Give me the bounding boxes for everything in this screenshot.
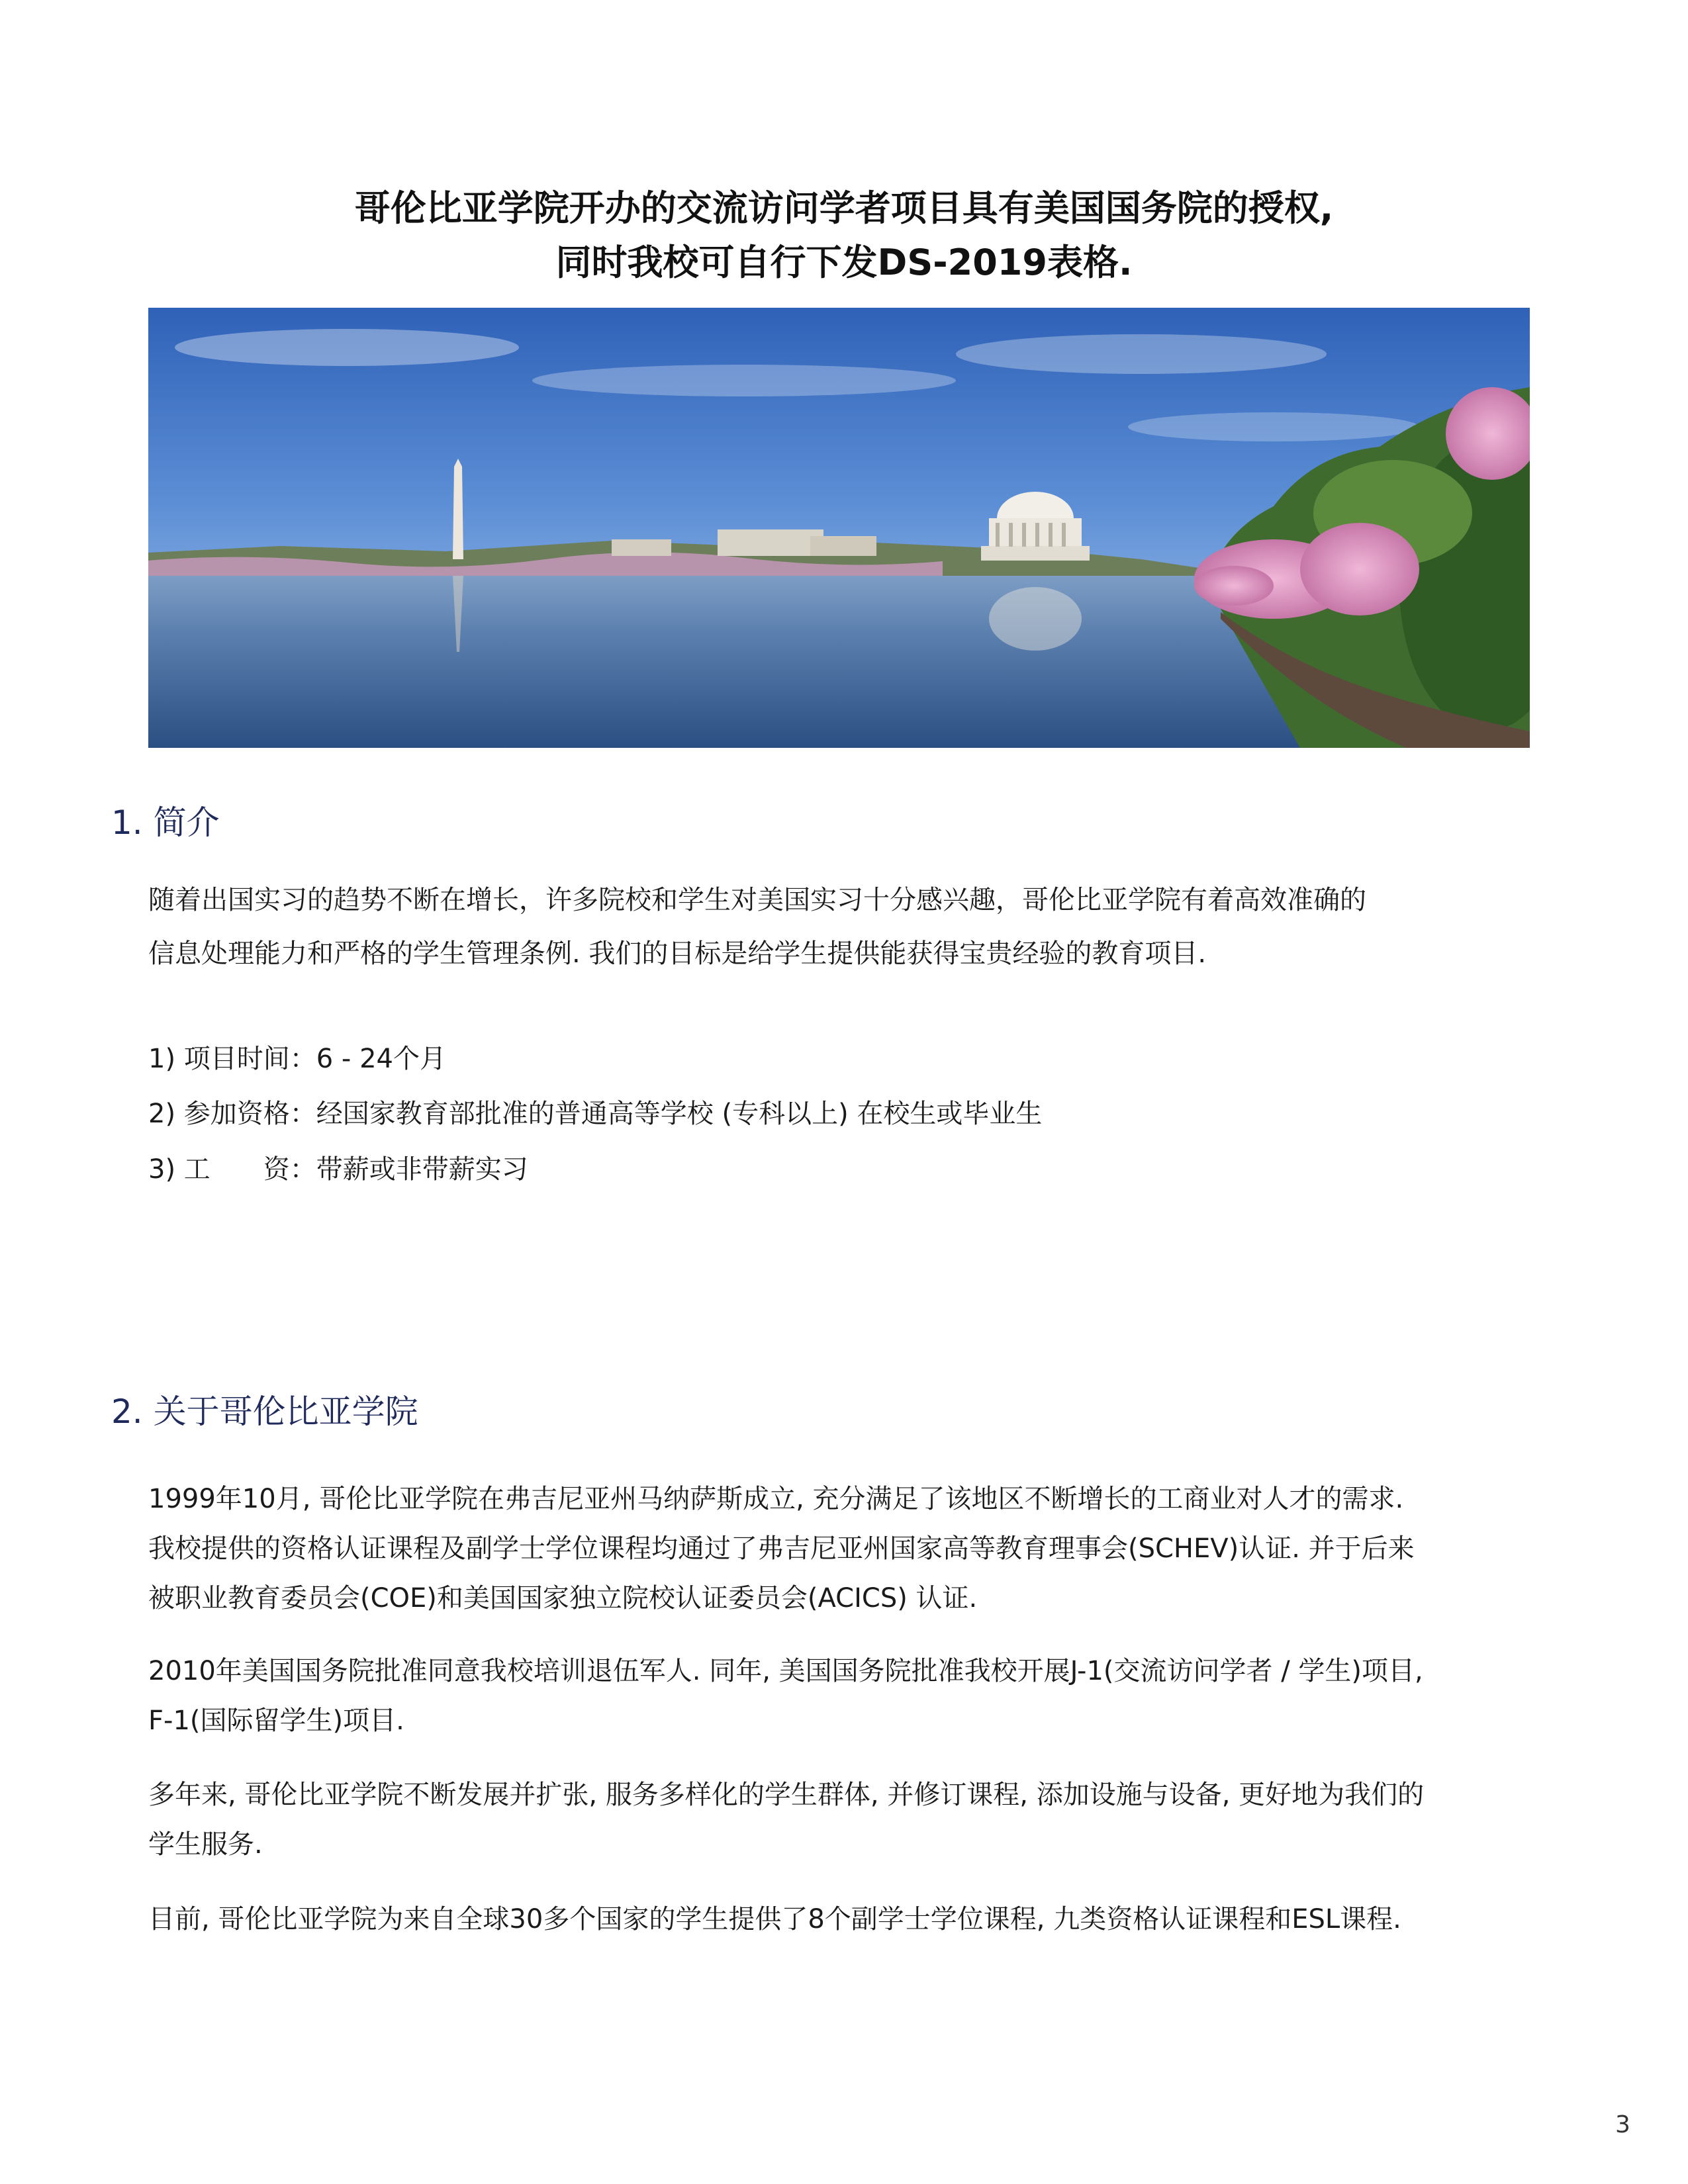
paragraph-line: 被职业教育委员会(COE)和美国国家独立院校认证委员会(ACICS) 认证. bbox=[148, 1583, 978, 1614]
list-item: 3) 工 资：带薪或非带薪实习 bbox=[148, 1154, 528, 1185]
paragraph-line: 目前, 哥伦比亚学院为来自全球30多个国家的学生提供了8个副学士学位课程, 九类资格认证课程和ESL课程. bbox=[148, 1904, 1401, 1934]
washington-tidal-basin-photo bbox=[148, 308, 1530, 748]
paragraph-line: F-1(国际留学生)项目. bbox=[148, 1706, 404, 1736]
page-number: 3 bbox=[1615, 2111, 1630, 2138]
section-2-heading: 2. 关于哥伦比亚学院 bbox=[111, 1392, 418, 1431]
paragraph-line: 2010年美国国务院批准同意我校培训退伍军人. 同年, 美国国务院批准我校开展J-1(交流访问学者 / 学生)项目, bbox=[148, 1656, 1423, 1686]
paragraph-line: 我校提供的资格认证课程及副学士学位课程均通过了弗吉尼亚州国家高等教育理事会(SCHEV)认证. 并于后来 bbox=[148, 1533, 1415, 1564]
intro-line-2: 信息处理能力和严格的学生管理条例. 我们的目标是给学生提供能获得宝贵经验的教育项目. bbox=[148, 938, 1207, 969]
page-title-line-2: 同时我校可自行下发DS-2019表格. bbox=[555, 242, 1133, 283]
intro-line-1: 随着出国实习的趋势不断在增长，许多院校和学生对美国实习十分感兴趣，哥伦比亚学院有着高效准确的 bbox=[148, 885, 1366, 915]
section-1-heading: 1. 简介 bbox=[111, 803, 220, 842]
paragraph-line: 多年来, 哥伦比亚学院不断发展并扩张, 服务多样化的学生群体, 并修订课程, 添加设施与设备, 更好地为我们的 bbox=[148, 1780, 1425, 1810]
paragraph-line: 学生服务. bbox=[148, 1829, 263, 1860]
list-item: 1) 项目时间：6 - 24个月 bbox=[148, 1044, 446, 1074]
list-item: 2) 参加资格：经国家教育部批准的普通高等学校 (专科以上) 在校生或毕业生 bbox=[148, 1099, 1043, 1129]
paragraph-line: 1999年10月, 哥伦比亚学院在弗吉尼亚州马纳萨斯成立, 充分满足了该地区不断增长的工商业对人才的需求. bbox=[148, 1484, 1404, 1514]
page-title-line-1: 哥伦比亚学院开办的交流访问学者项目具有美国国务院的授权, bbox=[354, 187, 1334, 229]
